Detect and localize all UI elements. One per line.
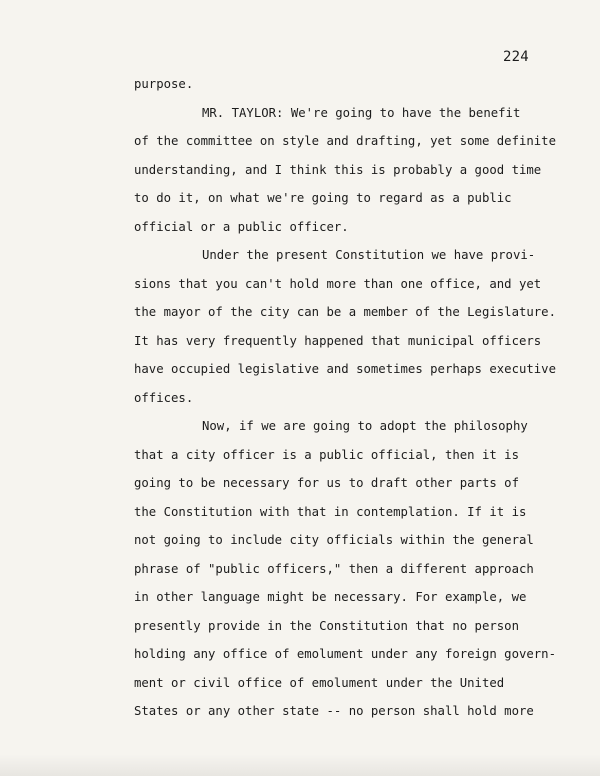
text-line: sions that you can't hold more than one office, and yet xyxy=(134,276,542,291)
text-line: offices. xyxy=(134,390,194,405)
text-line: Now, if we are going to adopt the philosophy xyxy=(202,419,528,433)
transcript-body xyxy=(134,70,554,726)
text-line: going to be necessary for us to draft other parts of xyxy=(134,476,519,490)
text-line: to do it, on what we're going to regard as a public xyxy=(134,191,512,205)
page-number: 224 xyxy=(503,49,529,65)
text-line: in other language might be necessary. For example, we xyxy=(134,590,527,604)
text-line: holding any office of emolument under any foreign govern- xyxy=(134,647,556,661)
text-line: MR. TAYLOR: We're going to have the benefit xyxy=(202,105,521,120)
text-line: presently provide in the Constitution that no person xyxy=(134,618,519,633)
text-line: purpose. xyxy=(134,77,194,91)
text-line: It has very frequently happened that municipal officers xyxy=(134,333,542,348)
text-line: Under the present Constitution we have provi- xyxy=(202,248,536,262)
text-line: ment or civil office of emolument under the United xyxy=(134,675,505,690)
text-line: the Constitution with that in contemplation. If it is xyxy=(134,504,527,519)
text-line: of the committee on style and drafting, yet some definite xyxy=(134,134,556,148)
text-line: understanding, and I think this is probably a good time xyxy=(134,162,542,177)
text-line: not going to include city officials within the general xyxy=(134,533,534,547)
text-line: that a city officer is a public official, then it is xyxy=(134,447,519,462)
text-line: official or a public officer. xyxy=(134,219,349,234)
page-bottom-shadow xyxy=(0,754,600,776)
text-line: have occupied legislative and sometimes perhaps executive xyxy=(134,362,556,376)
text-line: phrase of "public officers," then a different approach xyxy=(134,561,534,576)
text-line: the mayor of the city can be a member of the Legislature. xyxy=(134,305,556,319)
text-line: States or any other state -- no person shall hold more xyxy=(134,704,534,718)
